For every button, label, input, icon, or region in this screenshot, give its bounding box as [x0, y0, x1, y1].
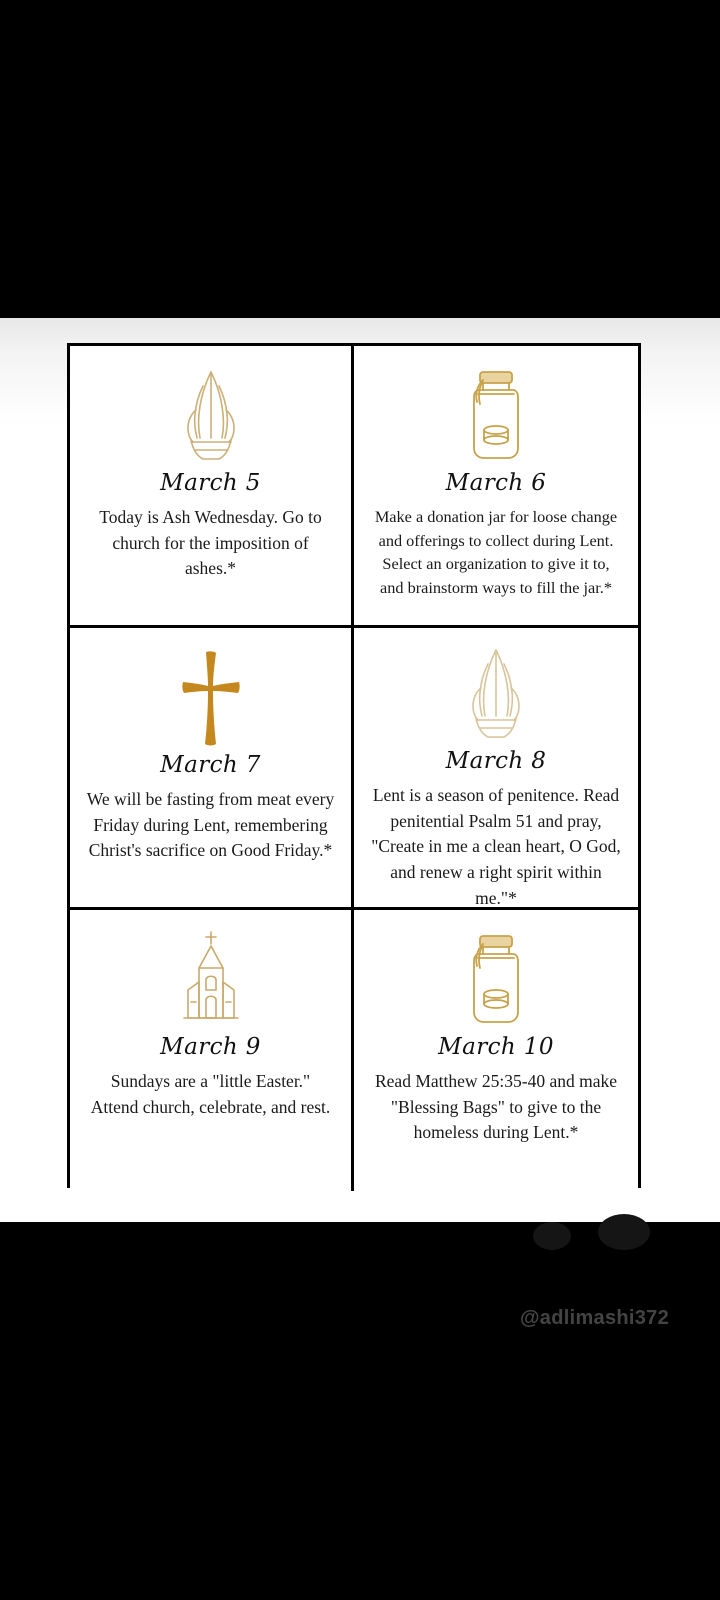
- calendar-date: March 6: [445, 470, 547, 496]
- donation-jar-icon: [461, 360, 531, 468]
- calendar-cell: [70, 910, 354, 1191]
- bottom-decor-shape-left: [533, 1222, 571, 1250]
- calendar-text: Sundays are a "little Easter." Attend church, celebrate, and rest.: [90, 1071, 331, 1117]
- church-icon: [168, 924, 254, 1032]
- calendar-grid: [67, 343, 641, 1188]
- praying-hands-icon: [173, 360, 249, 468]
- praying-hands-icon: [458, 642, 534, 746]
- calendar-text: Make a donation jar for loose change and offerings to collect during Lent. Select an organization to give it to, and brainstorm ways to fill the jar.*: [374, 507, 618, 597]
- lent-calendar-sheet: [0, 318, 720, 1329]
- calendar-cell: [70, 346, 354, 628]
- calendar-cell: [70, 628, 354, 910]
- calendar-text: Read Matthew 25:35-40 and make "Blessing Bags" to give to the homeless during Lent.*: [374, 1071, 618, 1143]
- calendar-date: March 5: [160, 470, 261, 496]
- calendar-date: March 7: [160, 752, 261, 778]
- calendar-cell: [354, 628, 638, 910]
- calendar-text: Lent is a season of penitence. Read penitential Psalm 51 and pray, "Create in me a clean heart, O God, and renew a right spirit within me."*: [371, 785, 621, 908]
- calendar-cell: [354, 346, 638, 628]
- calendar-date: March 9: [160, 1034, 261, 1060]
- calendar-text: We will be fasting from meat every Friday during Lent, remembering Christ's sacrifice on Good Friday.*: [86, 789, 335, 861]
- cross-icon: [175, 642, 247, 750]
- calendar-date: March 8: [445, 748, 547, 774]
- donation-jar-icon: [461, 924, 531, 1032]
- calendar-cell: [354, 910, 638, 1191]
- calendar-date: March 10: [438, 1034, 554, 1060]
- bottom-decor-shape-right: [598, 1214, 650, 1250]
- watermark-label: @adlimashi372: [520, 1307, 670, 1329]
- calendar-text: Today is Ash Wednesday. Go to church for the imposition of ashes.*: [99, 507, 322, 579]
